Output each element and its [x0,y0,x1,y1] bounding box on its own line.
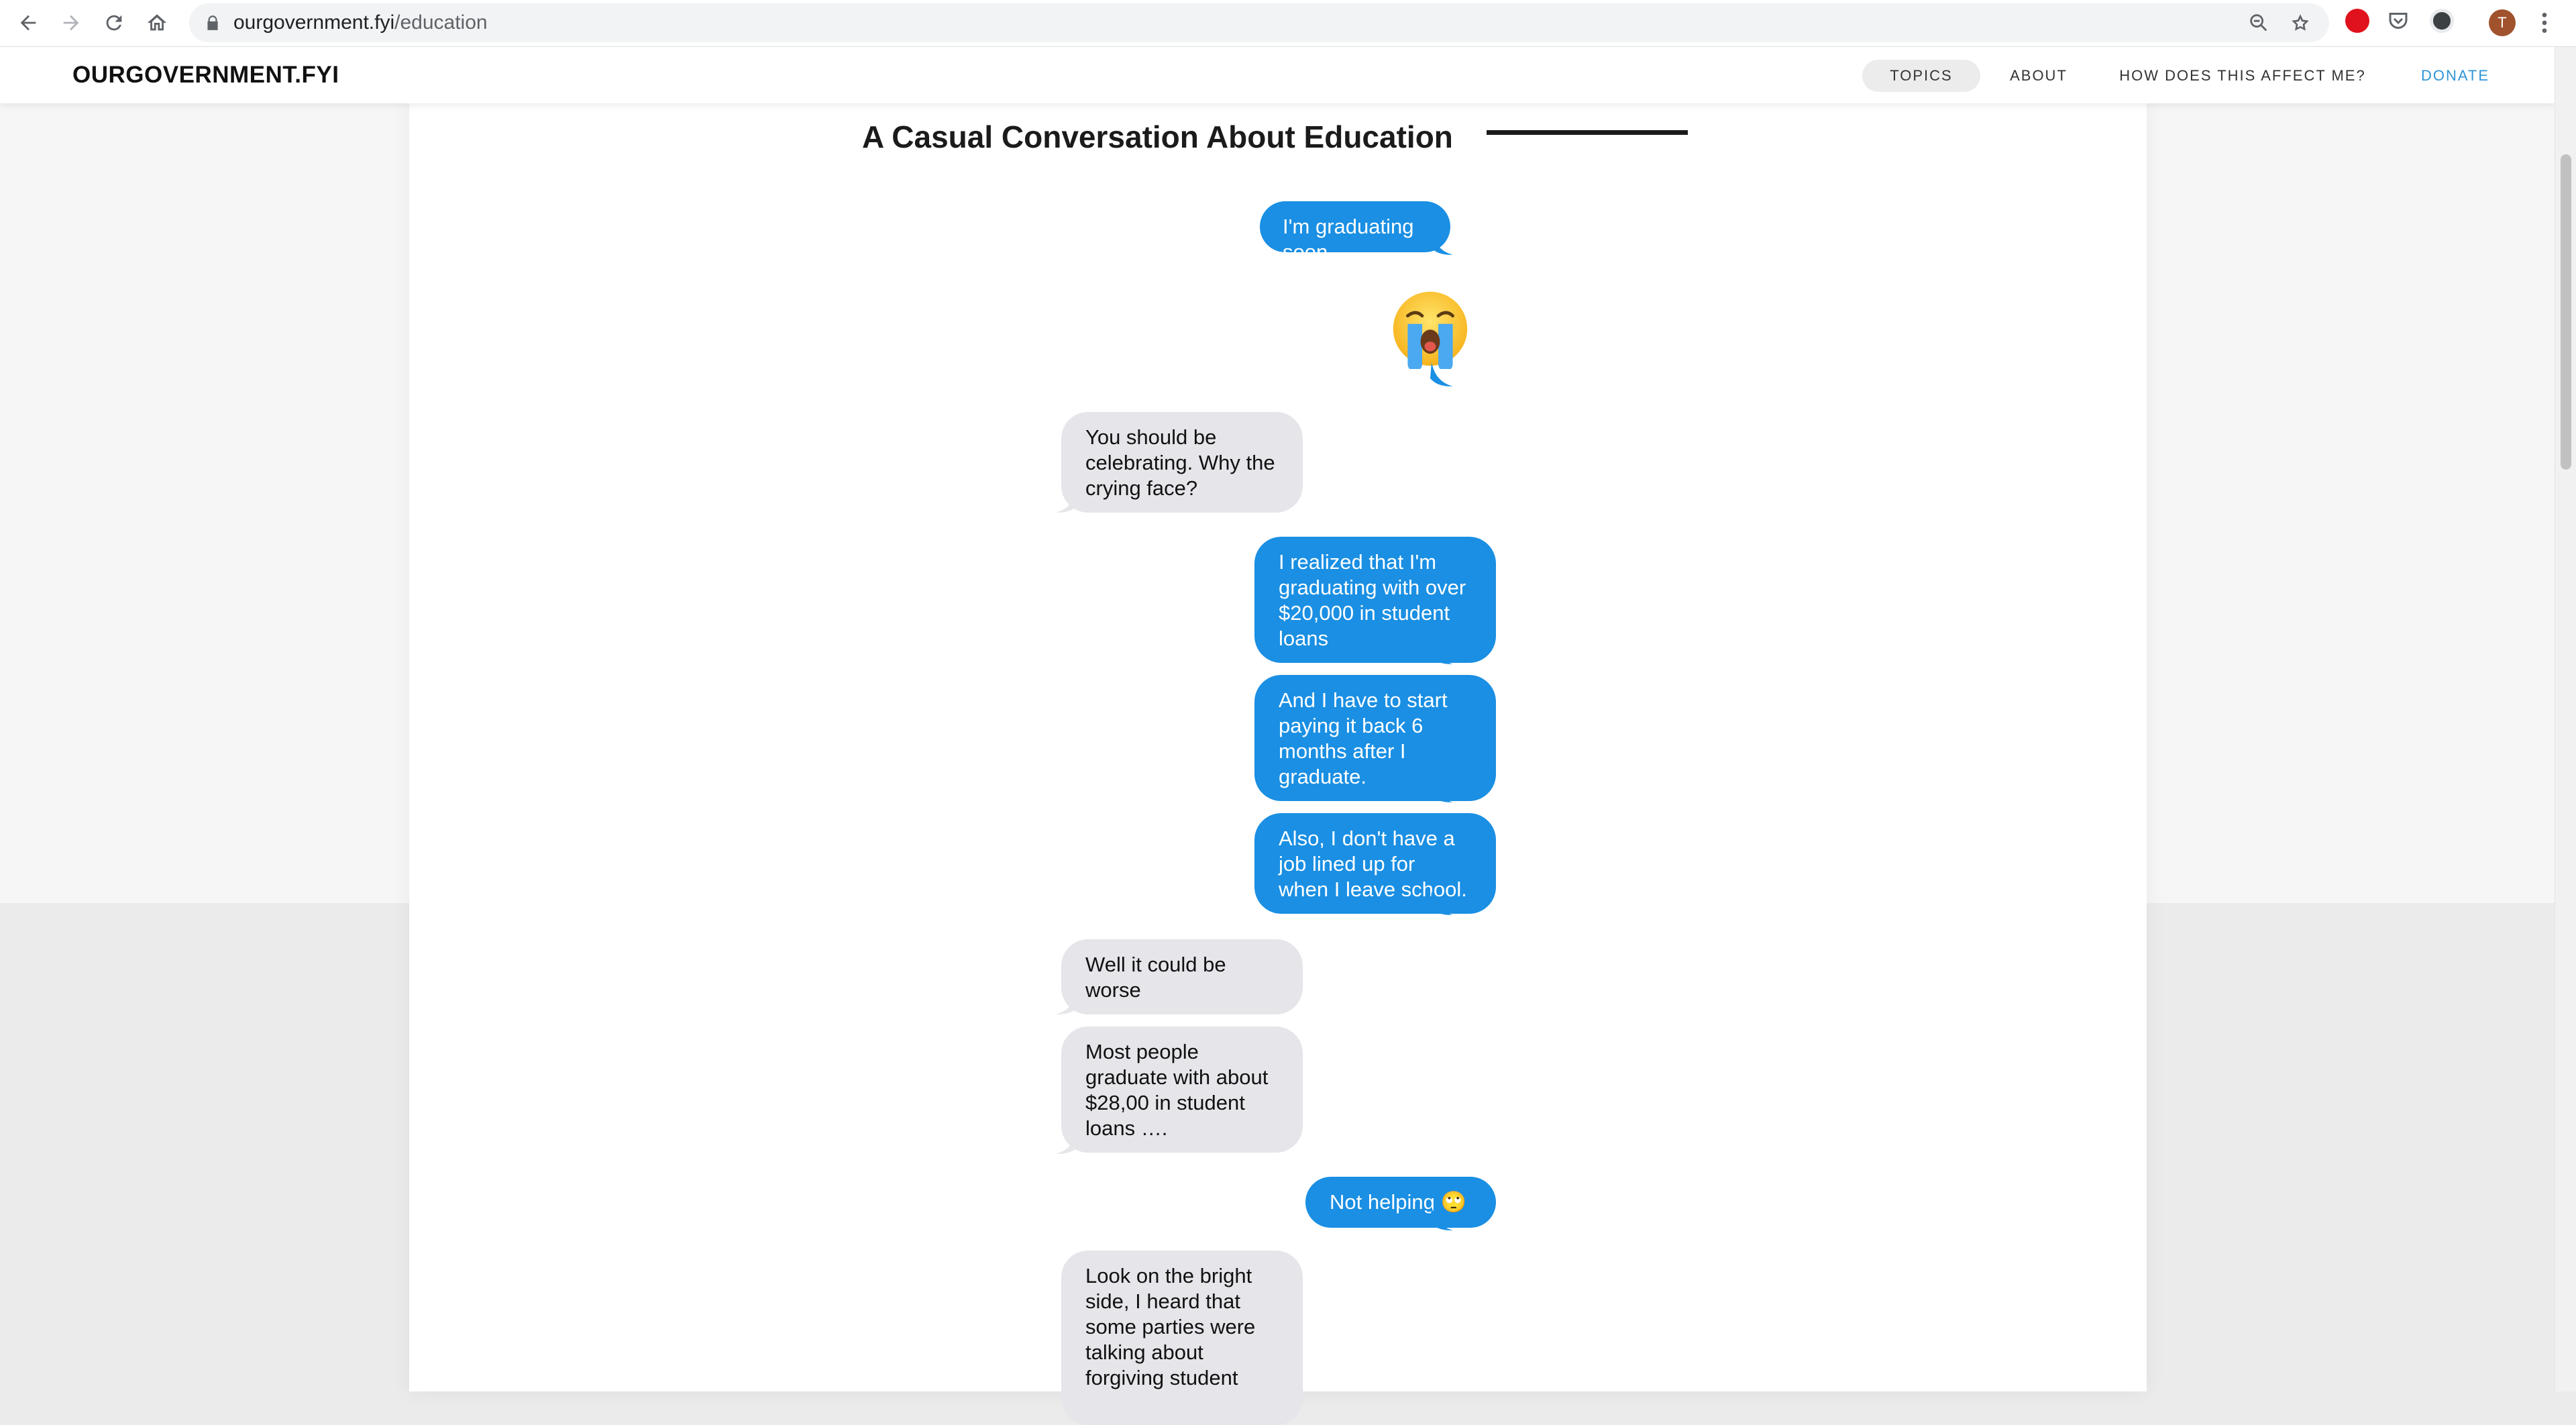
url-domain: ourgovernment.fyi [233,11,395,34]
received-message: You should be celebrating. Why the crying face? [1061,412,1303,513]
arrow-right-icon [60,11,83,34]
zoom-icon[interactable] [2247,11,2270,34]
sent-message: I'm graduating soon [1260,201,1450,252]
article-panel [409,103,2147,1391]
sent-message: I realized that I'm graduating with over $20,000 in student loans [1254,537,1496,663]
lock-icon [204,14,221,32]
sent-message: Not helping 🙄 [1305,1177,1496,1228]
loudly-crying-face-icon [1390,288,1470,369]
avatar[interactable]: T [2489,9,2516,36]
dark-mode-extension-icon[interactable] [2430,9,2454,33]
sent-message: And I have to start paying it back 6 months after I graduate. [1254,675,1496,801]
sent-bubble-tail [1430,1206,1457,1230]
sent-bubble-tail [1430,778,1457,802]
sent-bubble-tail [1430,640,1457,664]
address-bar[interactable] [189,3,2329,42]
arrow-left-icon [17,11,40,34]
sent-message: Also, I don't have a job lined up for when I leave school. [1254,813,1496,914]
received-bubble-tail [1052,990,1079,1014]
reload-icon [103,11,125,34]
browser-toolbar [0,0,2576,47]
received-bubble-tail [1052,488,1079,513]
page-title: A Casual Conversation About Education [862,119,1453,154]
menu-kebab-icon[interactable] [2534,9,2555,36]
url-text [233,3,488,42]
back-button[interactable] [12,7,44,39]
home-button[interactable] [141,7,173,39]
forward-button[interactable] [55,7,87,39]
sent-bubble-tail [1430,891,1457,915]
star-icon[interactable] [2289,11,2312,34]
scrollbar-thumb[interactable] [2561,154,2571,470]
nav-about[interactable]: ABOUT [2010,67,2068,84]
nav-how-does-this-affect-me[interactable]: HOW DOES THIS AFFECT ME? [2119,67,2366,84]
opera-extension-icon[interactable] [2345,9,2369,33]
url-path: /education [394,11,488,34]
site-logo[interactable]: OURGOVERNMENT.FYI [72,62,339,88]
sent-bubble-tail [1430,362,1457,386]
title-divider [1487,130,1688,135]
reload-button[interactable] [98,7,130,39]
received-bubble-tail [1052,1130,1079,1154]
home-icon [146,11,168,34]
nav-topics[interactable]: TOPICS [1862,60,1980,92]
received-message: Most people graduate with about $28,00 in student loans …. [1061,1026,1303,1153]
nav-donate[interactable]: DONATE [2420,67,2490,84]
received-message: Well it could be worse [1061,939,1303,1014]
site-header [0,47,2555,103]
received-message: Look on the bright side, I heard that some parties were talking about forgiving student [1061,1251,1303,1425]
page-scrollbar[interactable] [2555,47,2576,1391]
sent-bubble-tail [1430,231,1457,255]
pocket-extension-icon[interactable] [2386,9,2410,33]
